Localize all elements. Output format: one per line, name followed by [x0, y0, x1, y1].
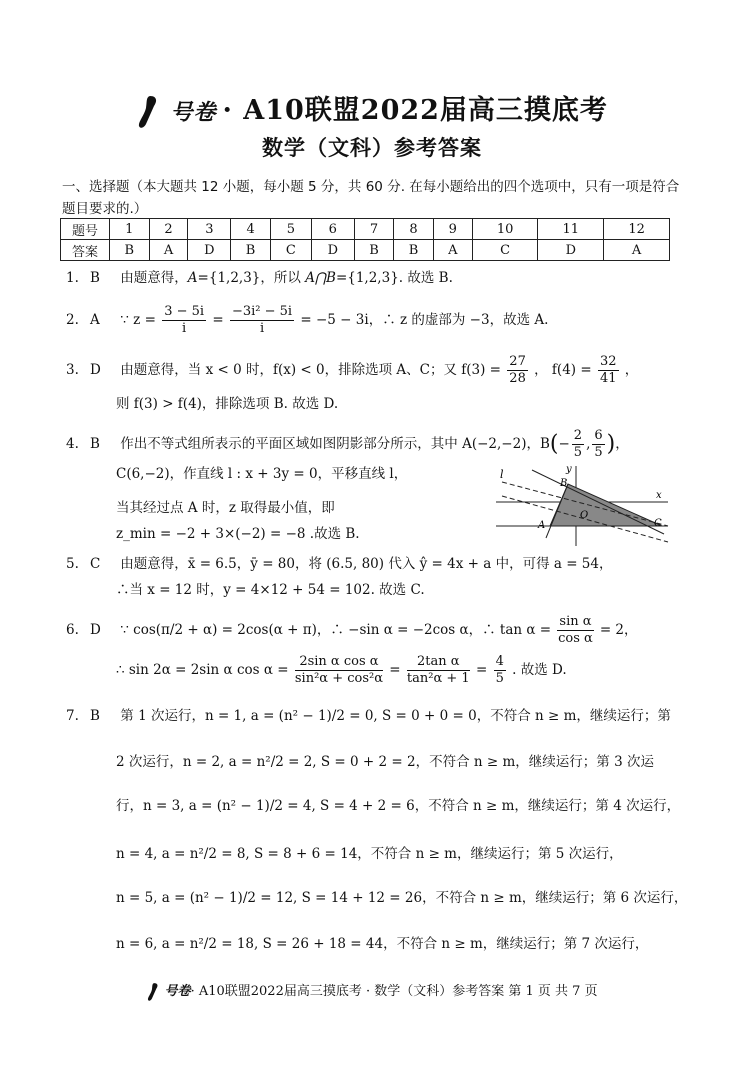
solution-1: 1. B 由题意得，A={1,2,3}，所以 A⋂B={1,2,3}. 故选 B.	[66, 270, 453, 286]
table-cell: 12	[604, 219, 670, 240]
table-cell: A	[604, 240, 670, 261]
solution-3: 3. D 由题意得，当 x < 0 时，f(x) < 0，排除选项 A、C；又 f(3) = $\frac{27}{28}$ ， f(4) = $\frac{32}{41}$ ，	[66, 354, 639, 386]
answer-table	[60, 218, 670, 261]
label-A: A	[538, 520, 546, 531]
table-cell: 9	[433, 219, 472, 240]
table-header-cell: 题号	[61, 219, 110, 240]
fraction: $\frac{6}{5}$	[594, 428, 603, 460]
label-B: B	[560, 478, 568, 489]
table-cell: 6	[311, 219, 354, 240]
table-header-cell: 答案	[61, 240, 110, 261]
solution-7-line-2: 2 次运行，n = 2, a = n²/2 = 2, S = 0 + 2 = 2，不符合 n ≥ m，继续运行；第 3 次运	[116, 754, 654, 770]
table-row-numbers	[61, 219, 670, 240]
section-heading: 一、选择题（本大题共 12 小题，每小题 5 分，共 60 分. 在每小题给出的四个选项中，只有一项是符合题目要求的.）	[62, 179, 680, 217]
table-cell: B	[394, 240, 434, 261]
table-cell: 1	[110, 219, 150, 240]
fraction: $\frac{2}{5}$	[573, 428, 583, 460]
fraction: $\frac{\text{2sin α cos α}}{\text{sin²α + cos²α}}$	[294, 654, 383, 686]
ink-stroke-icon	[146, 982, 160, 1002]
feasible-region-graph	[492, 462, 670, 548]
ink-stroke-icon	[136, 94, 160, 130]
solution-2: 2. A ∵ z = $\frac{3 - 5i}{i}$ = $\frac{\text{−3i² − 5i}}{i}$ = −5 − 3i，∴ z 的虚部为 −3，故选 A.	[66, 304, 549, 336]
table-cell: A	[149, 240, 188, 261]
solution-7: 7. B 第 1 次运行，n = 1, a = (n² − 1)/2 = 0, S = 0 + 0 = 0，不符合 n ≥ m，继续运行；第	[66, 708, 671, 724]
fraction: $\frac{27}{28}$	[509, 354, 526, 386]
solution-7-line-3: 行，n = 3, a = (n² − 1)/2 = 4, S = 4 + 2 = 6，不符合 n ≥ m，继续运行；第 4 次运行，	[116, 798, 681, 814]
table-cell: C	[270, 240, 311, 261]
solution-6: 6. D ∵ cos(π/2 + α) = 2cos(α + π)，∴ −sin α = −2cos α，∴ tan α = $\frac{\text{sin α}}{\text{cos α}}$ = 2，	[66, 614, 638, 646]
solution-7-line-4: n = 4, a = n²/2 = 8, S = 8 + 6 = 14，不符合 n ≥ m，继续运行；第 5 次运行，	[116, 846, 623, 862]
solution-5: 5. C 由题意得，x̄ = 6.5，ȳ = 80，将 (6.5, 80) 代入 ŷ = 4x + a 中，可得 a = 54，	[66, 556, 613, 572]
table-cell: C	[472, 240, 538, 261]
table-cell: D	[188, 240, 231, 261]
fraction: $\frac{3 - 5i}{i}$	[164, 304, 205, 336]
table-cell: D	[538, 240, 604, 261]
solution-7-line-5: n = 5, a = (n² − 1)/2 = 12, S = 14 + 12 = 26，不符合 n ≥ m，继续运行；第 6 次运行，	[116, 890, 688, 906]
table-cell: 2	[149, 219, 188, 240]
table-cell: 4	[231, 219, 271, 240]
label-x: x	[656, 490, 662, 501]
table-cell: 3	[188, 219, 231, 240]
solution-5-line-2: ∴当 x = 12 时，y = 4×12 + 54 = 102. 故选 C.	[116, 582, 425, 598]
table-cell: B	[110, 240, 150, 261]
page-title	[0, 88, 744, 130]
title-text: · A10联盟2022届高三摸底考	[222, 95, 608, 126]
brand-logo: 号卷	[136, 94, 216, 130]
label-l: l	[500, 468, 504, 481]
label-C: C	[654, 518, 662, 529]
label-y: y	[566, 464, 572, 475]
table-cell: 8	[394, 219, 434, 240]
fraction: $\frac{\text{sin α}}{\text{cos α}}$	[558, 614, 593, 646]
page-footer: 号卷· A10联盟2022届高三摸底考 · 数学（文科）参考答案 第 1 页 共 7 页	[0, 980, 744, 1002]
solution-4-line-3: 当其经过点 A 时，z 取得最小值，即	[116, 500, 335, 516]
table-cell: B	[231, 240, 271, 261]
fraction: $\frac{\text{−3i² − 5i}}{i}$	[231, 304, 293, 336]
fraction: $\frac{4}{5}$	[495, 654, 504, 686]
table-cell: B	[354, 240, 394, 261]
table-cell: D	[311, 240, 354, 261]
table-row-answers	[61, 240, 670, 261]
table-cell: 11	[538, 219, 604, 240]
solution-4: 4. B 作出不等式组所表示的平面区域如图阴影部分所示，其中 A(−2,−2)，B(− $\frac{2}{5}$ , $\frac{6}{5}$ )，	[66, 428, 629, 460]
solution-3-line-2: 则 f(3) > f(4)，排除选项 B. 故选 D.	[116, 396, 339, 412]
solution-4-line-4: z_min = −2 + 3×(−2) = −8 .故选 B.	[116, 526, 360, 542]
table-cell: 10	[472, 219, 538, 240]
fraction: $\frac{\text{2tan α}}{\text{tan²α + 1}}$	[406, 654, 470, 686]
solution-4-line-2: C(6,−2)，作直线 l : x + 3y = 0，平移直线 l，	[116, 466, 408, 482]
table-cell: 7	[354, 219, 394, 240]
label-O: O	[580, 510, 589, 521]
table-cell: 5	[270, 219, 311, 240]
table-cell: A	[433, 240, 472, 261]
fraction: $\frac{32}{41}$	[599, 354, 617, 386]
solution-7-line-6: n = 6, a = n²/2 = 18, S = 26 + 18 = 44，不符合 n ≥ m，继续运行；第 7 次运行，	[116, 936, 649, 952]
page-subtitle: 数学（文科）参考答案	[262, 135, 482, 160]
solution-6-line-2: ∴ sin 2α = 2sin α cos α = $\frac{\text{2sin α cos α}}{\text{sin²α + cos²α}}$ = $\frac{\text{2tan α}}{\text{tan²α + 1}}$ = $\frac{4}{5}$ . 故选 D.	[116, 654, 567, 686]
